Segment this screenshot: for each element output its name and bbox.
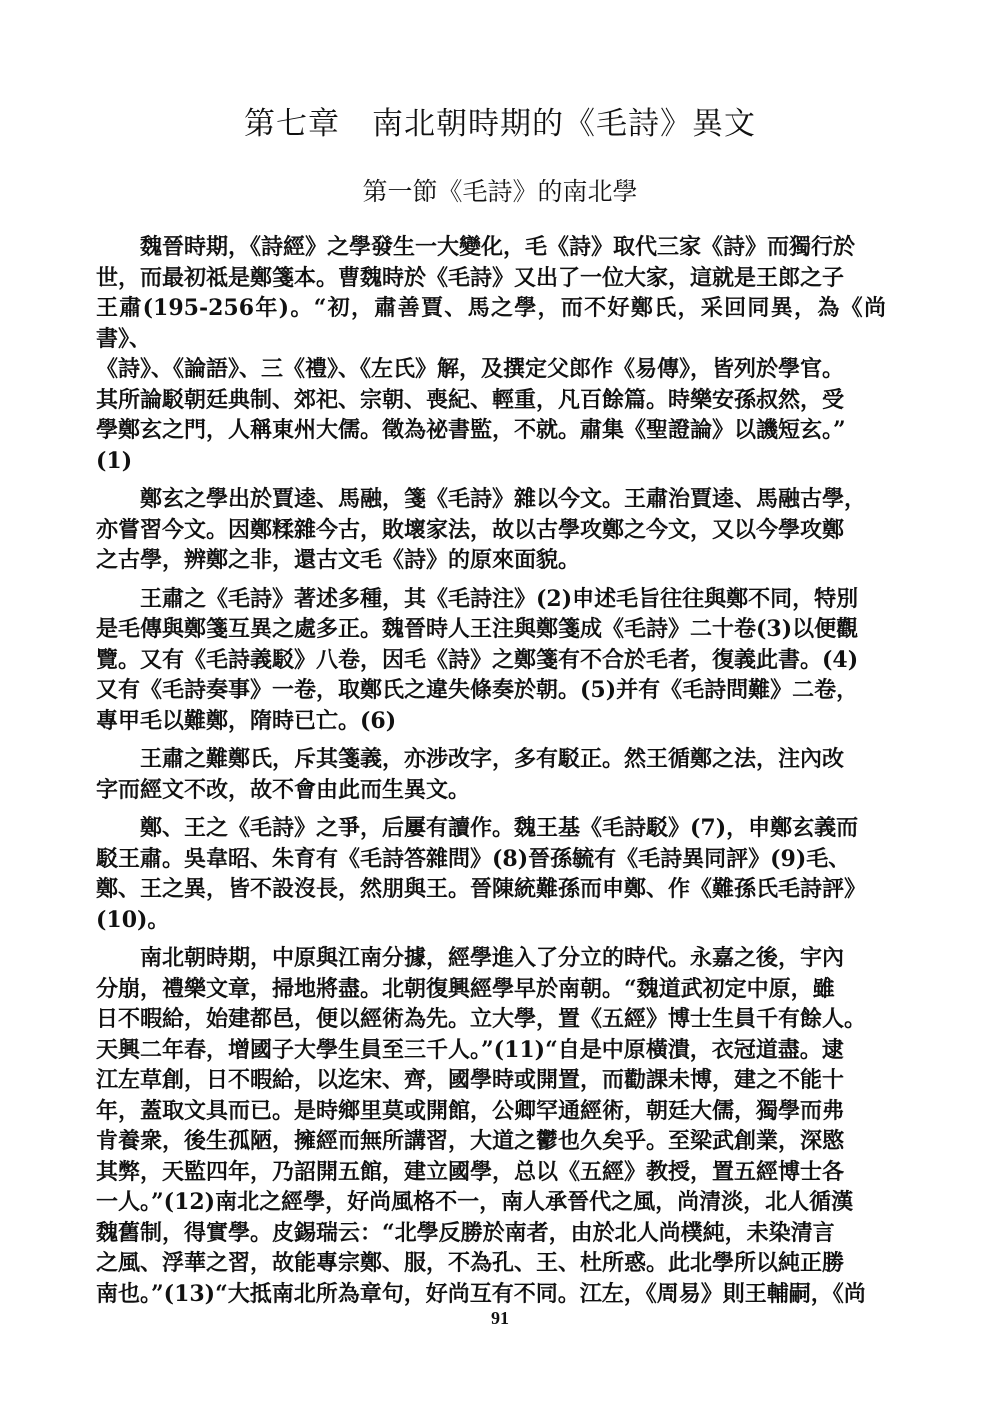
chapter-title: 第七章 南北朝時期的《毛詩》異文 bbox=[244, 106, 756, 142]
page-number: 91 bbox=[491, 1308, 509, 1328]
paragraph: 王肅之難鄭氏，斥其箋義，亦涉改字，多有駁正。然王循鄭之法，注內改 字而經文不改，故不會由此而生異文。 bbox=[96, 746, 845, 803]
paragraph: 王肅之《毛詩》著述多種，其《毛詩注》(2)申述毛旨往往與鄭不同，特別 是毛傳與鄭箋互異之處多正。魏晉時人王注與鄭箋成《毛詩》二十卷(3)以便觀 覽。又有《毛詩義駁》八卷，因毛《詩》之鄭箋有不合於毛者，復義此書。(4) 又有《毛詩奏事》一卷，取鄭氏之違失條奏於朝。(5)并有《毛詩問難》二卷， 專甲毛以難鄭，隋時已亡。(6) bbox=[96, 585, 859, 734]
paragraph: 鄭、王之《毛詩》之爭，后屢有讀作。魏王基《毛詩駁》(7)，申鄭玄義而 駁王肅。吳韋昭、朱育有《毛詩答雜問》(8)晉孫毓有《毛詩異同評》(9)毛、 鄭、王之異，皆不設沒長，然朋與王。晉陳統難孫而申鄭、作《難孫氏毛詩評》 (10)。 bbox=[96, 815, 867, 933]
paragraph: 鄭玄之學出於賈逵、馬融，箋《毛詩》雜以今文。王肅治賈逵、馬融古學， 亦嘗習今文。因鄭糅雜今古，敗壞家法，故以古學攻鄭之今文，又以今學攻鄭 之古學，辨鄭之非，還古文毛《詩》的原來面貌。 bbox=[96, 486, 867, 573]
paragraph: 南北朝時期，中原與江南分據，經學進入了分立的時代。永嘉之後，宇內 分崩，禮樂文章，掃地將盡。北朝復興經學早於南朝。“魏道武初定中原，雖 日不暇給，始建都邑，便以經術為先。立大學，置《五經》博士生員千有餘人。 天興二年春，增國子大學生員至三千人。”(11)“自是中原橫潰，衣冠道盡。逮 江左草創，日不暇給，以迄宋、齊，國學時或開置，而勸課未博，建之不能十 年，蓋取文具而已。是時鄉里莫或開館，公卿罕通經術，朝廷大儒，獨學而弗 肯養衆，後生孤陋，擁經而無所講習，大道之鬱也久矣乎。至梁武創業，深愍 其弊，天監四年，乃詔開五館，建立國學，总以《五經》教授，置五經博士各 一人。”(12)南北之經學，好尚風格不一，南人承晉代之風，尚清淡，北人循漢 魏舊制，得實學。皮錫瑞云：“北學反勝於南者，由於北人尚樸純，未染清言 之風、浮華之習，故能專宗鄭、服，不為孔、王、杜所惑。此北學所以純正勝 南也。”(13)“大抵南北所為章句，好尚互有不同。江左，《周易》則王輔嗣，《尚 bbox=[96, 945, 867, 1307]
section-title: 第一節《毛詩》的南北學 bbox=[362, 177, 638, 206]
body-text bbox=[96, 232, 886, 1317]
paragraph: 魏晉時期，《詩經》之學發生一大變化，毛《詩》取代三家《詩》而獨行於 世，而最初祗是鄭箋本。曹魏時於《毛詩》又出了一位大家，這就是王郎之子 王肅(195-256年)。“初，肅善賈、馬之學，而不好鄭氏，采回同異，為《尚書》、 《詩》、《論語》、三《禮》、《左氏》解，及撰定父郎作《易傳》，皆列於學官。 其所論駁朝廷典制、郊祀、宗朝、喪紀、輕重，凡百餘篇。時樂安孫叔然，受 學鄭玄之門，人稱東州大儒。徵為祕書監，不就。肅集《聖證論》以譏短玄。” (1) bbox=[96, 234, 886, 474]
